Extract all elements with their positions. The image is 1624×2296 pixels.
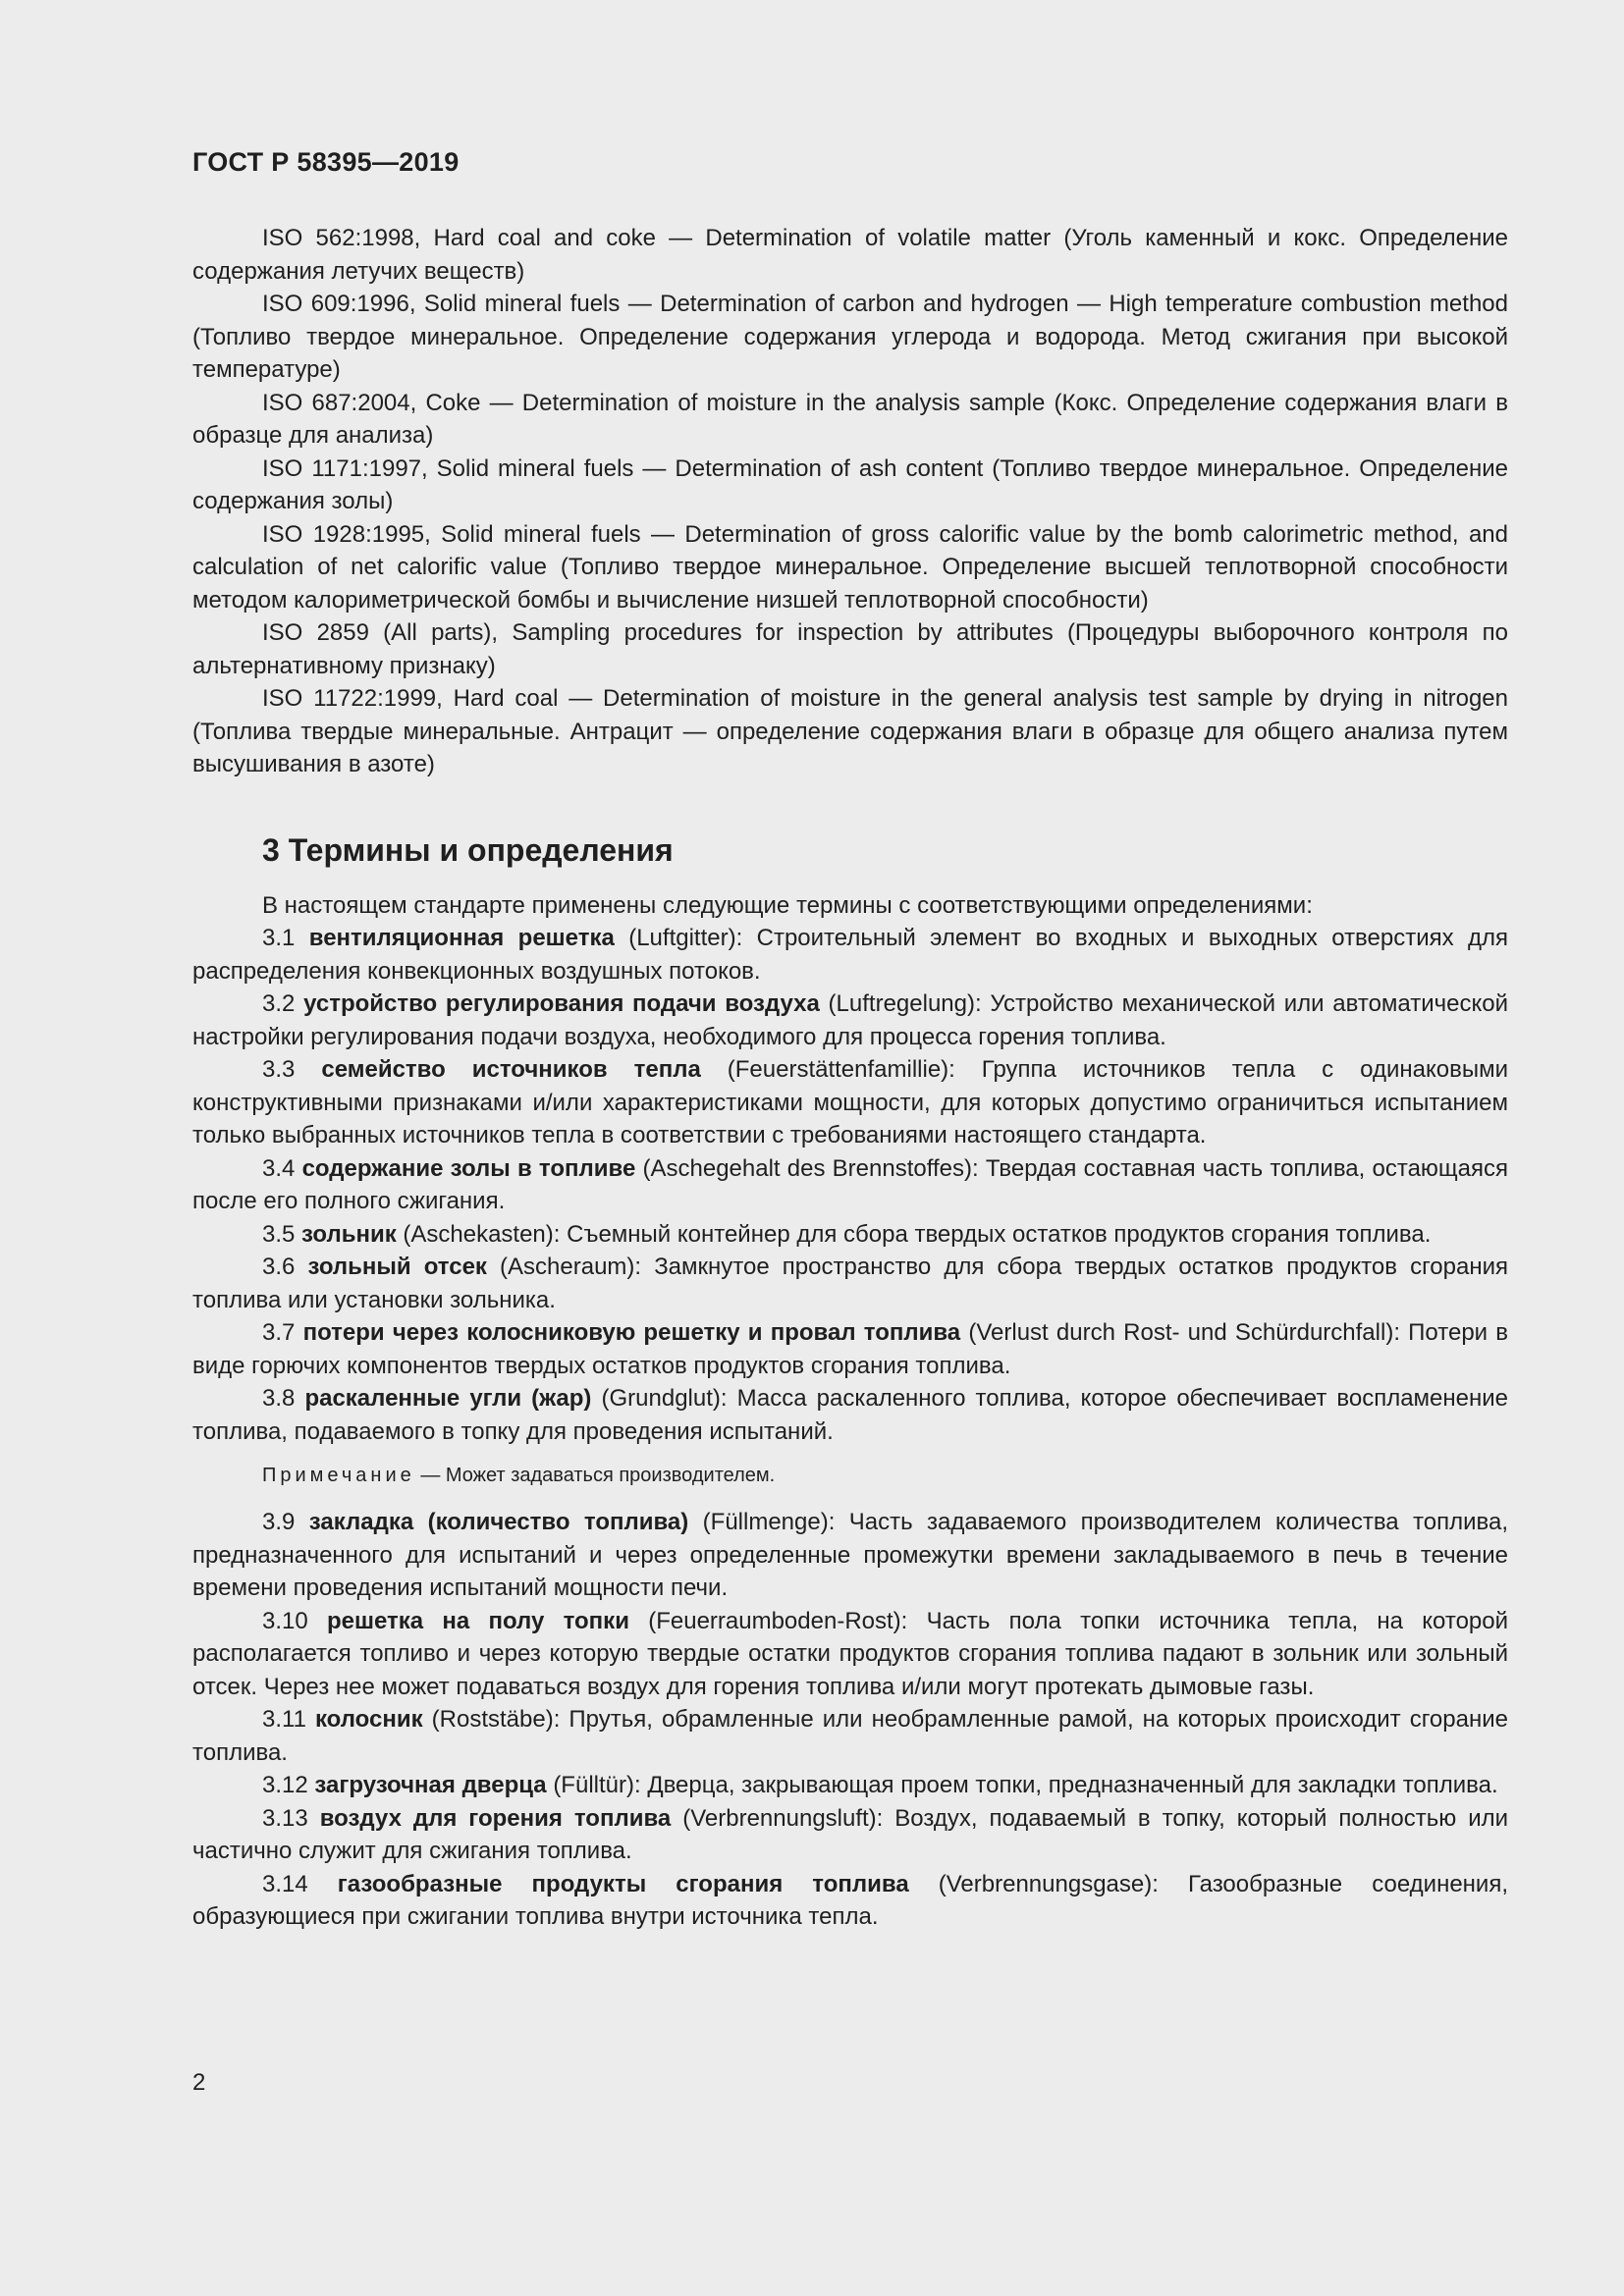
term-item: [192, 1703, 1508, 1769]
term-definition: (Verbrennungsgase): Газообразные соединения, образующиеся при сжигании топлива внутри источника тепла.: [192, 1870, 1508, 1930]
term-number: 3.9: [262, 1509, 296, 1535]
term-number: 3.4: [262, 1154, 296, 1182]
reference-item: ISO 1928:1995, Solid mineral fuels — Determination of gross calorific value by the bomb calorimetric method, and calculation of net calorific value (Топливо твердое минеральное. Определение высшей теплотворной способности методом калориметрической бомбы и вычисление низшей теплотворной способности): [192, 520, 1508, 614]
term-name: зольник: [301, 1220, 397, 1248]
term-item: [192, 1382, 1508, 1448]
term-number: 3.8: [262, 1385, 296, 1412]
term-item: [192, 1802, 1508, 1868]
term-number: 3.5: [262, 1220, 296, 1248]
term-number: 3.1: [262, 925, 296, 951]
term-item: [192, 1152, 1508, 1218]
term-number: 3.10: [262, 1607, 308, 1634]
reference-item: ISO 11722:1999, Hard coal — Determination of moisture in the general analysis test sample by drying in nitrogen (Топлива твердые минеральные. Антрацит — определение содержания влаги в образце для общего анализа путем высушивания в азоте): [192, 685, 1508, 777]
term-item: [192, 1316, 1508, 1382]
reference-item: ISO 562:1998, Hard coal and coke — Determination of volatile matter (Уголь каменный и кокс. Определение содержания летучих веществ): [192, 225, 1508, 285]
term-definition: (Grundglut): Масса раскаленного топлива, которое обеспечивает воспламенение топлива, подаваемого в топку для проведения испытаний.: [192, 1385, 1509, 1445]
term-item: [192, 1218, 1508, 1252]
document-header: ГОСТ Р 58395—2019: [192, 147, 460, 177]
term-number: 3.13: [262, 1804, 308, 1832]
term-name: загрузочная дверца: [314, 1772, 547, 1798]
term-item: [192, 1506, 1508, 1605]
page-number: 2: [192, 2069, 206, 2096]
term-number: 3.12: [262, 1772, 308, 1798]
section-title: 3 Термины и определения: [262, 831, 674, 868]
term-item: [192, 1251, 1508, 1316]
term-item: [192, 1053, 1508, 1152]
term-name: закладка (количество топлива): [308, 1509, 689, 1535]
terms-list: [192, 889, 1508, 1934]
term-item: [192, 922, 1508, 988]
term-name: содержание золы в топливе: [301, 1154, 636, 1182]
term-name: решетка на полу топки: [326, 1607, 629, 1634]
note: [262, 1461, 1508, 1490]
term-item: [192, 988, 1508, 1053]
term-name: зольный отсек: [307, 1254, 487, 1280]
term-definition: (Aschegehalt des Brennstoffes): Твердая составная часть топлива, остающаяся после его полного сжигания.: [192, 1154, 1509, 1214]
term-number: 3.6: [262, 1254, 296, 1280]
term-name: потери через колосниковую решетку и провал топлива: [302, 1319, 961, 1346]
term-definition: (Feuerraumboden-Rost): Часть пола топки источника тепла, на которой располагается топливо и через которую твердые остатки продуктов сгорания топлива падают в зольник или зольный отсек. Через нее может подаваться воздух для горения топлива и/или могут протекать дымовые газы.: [192, 1607, 1509, 1700]
term-definition: (Roststäbe): Прутья, обрамленные или необрамленные рамой, на которых происходит сгорание топлива.: [192, 1706, 1508, 1766]
term-number: 3.14: [262, 1870, 308, 1897]
reference-item: ISO 2859 (All parts), Sampling procedures for inspection by attributes (Процедуры выборочного контроля по альтернативному признаку): [192, 619, 1508, 679]
term-number: 3.7: [262, 1319, 296, 1346]
term-definition: (Luftgitter): Строительный элемент во входных и выходных отверстиях для распределения конвекционных воздушных потоков.: [192, 925, 1509, 985]
term-definition: (Verbrennungsluft): Воздух, подаваемый в топку, который полностью или частично служит для сжигания топлива.: [192, 1804, 1509, 1864]
term-name: устройство регулирования подачи воздуха: [303, 990, 820, 1017]
normative-references: [192, 222, 1508, 781]
term-number: 3.3: [262, 1056, 296, 1083]
note-text: — Может задаваться производителем.: [414, 1465, 776, 1486]
note-label: Примечание: [262, 1465, 415, 1486]
term-definition: (Verlust durch Rost- und Schürdurchfall): Потери в виде горючих компонентов твердых остатков продуктов сгорания топлива.: [192, 1319, 1509, 1379]
term-definition: (Fülltür): Дверца, закрывающая проем топки, предназначенный для закладки топлива.: [553, 1772, 1498, 1798]
term-definition: (Füllmenge): Часть задаваемого производителем количества топлива, предназначенного для испытаний и через определенные промежутки времени закладываемого в печь в течение времени проведения испытаний мощности печи.: [192, 1509, 1509, 1601]
term-definition: (Ascheraum): Замкнутое пространство для сбора твердых остатков продуктов сгорания топлива или установки зольника.: [192, 1254, 1508, 1313]
reference-item: ISO 609:1996, Solid mineral fuels — Determination of carbon and hydrogen — High temperature combustion method (Топливо твердое минеральное. Определение содержания углерода и водорода. Метод сжигания при высокой температуре): [192, 291, 1508, 383]
term-name: газообразные продукты сгорания топлива: [337, 1870, 909, 1897]
term-number: 3.11: [262, 1706, 306, 1733]
document-content: [192, 222, 1508, 1934]
reference-item: ISO 1171:1997, Solid mineral fuels — Determination of ash content (Топливо твердое минеральное. Определение содержания золы): [192, 454, 1508, 514]
term-item: [192, 1605, 1508, 1704]
section-intro: В настоящем стандарте применены следующие термины с соответствующими определениями:: [262, 891, 1313, 919]
term-item: [192, 1868, 1508, 1934]
term-name: семейство источников тепла: [321, 1056, 701, 1083]
term-definition: (Feuerstättenfamillie): Группа источников тепла с одинаковыми конструктивными признаками и/или характеристиками мощности, для которых допустимо ограничиться испытанием только выбранных источников тепла в соответствии с требованиями настоящего стандарта.: [192, 1056, 1508, 1148]
reference-item: ISO 687:2004, Coke — Determination of moisture in the analysis sample (Кокс. Определение содержания влаги в образце для анализа): [192, 389, 1508, 449]
term-name: воздух для горения топлива: [319, 1804, 672, 1832]
term-number: 3.2: [262, 990, 296, 1017]
term-definition: (Luftregelung): Устройство механической или автоматической настройки регулирования подачи воздуха, необходимого для процесса горения топлива.: [192, 990, 1509, 1050]
term-definition: (Aschekasten): Съемный контейнер для сбора твердых остатков продуктов сгорания топлива.: [403, 1220, 1432, 1248]
term-item: [192, 1769, 1508, 1802]
term-name: вентиляционная решетка: [308, 925, 615, 951]
term-name: колосник: [314, 1706, 423, 1733]
term-name: раскаленные угли (жар): [304, 1385, 592, 1412]
